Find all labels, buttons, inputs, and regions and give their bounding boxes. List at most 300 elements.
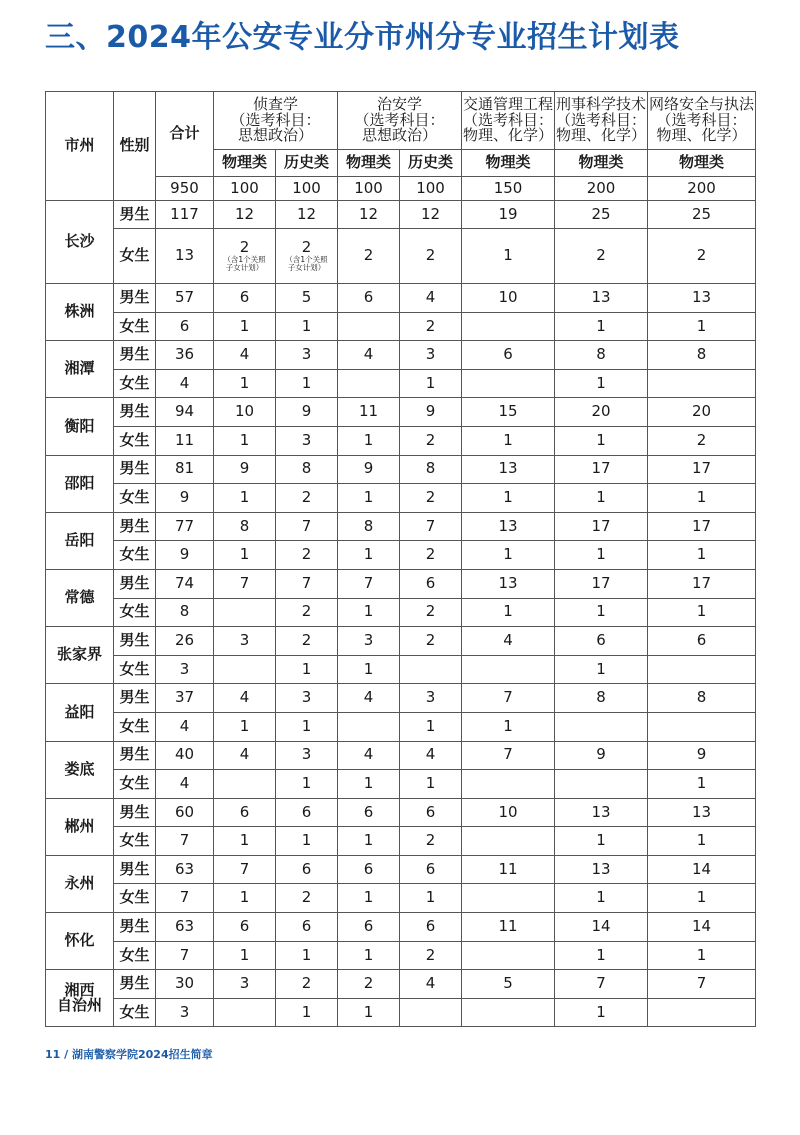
table-row	[46, 770, 756, 799]
value-cell: 4	[338, 684, 400, 713]
value-cell: 8	[338, 512, 400, 541]
value-cell: 7	[276, 569, 338, 598]
value-cell: 1	[214, 484, 276, 513]
value-cell	[555, 712, 648, 741]
table-row	[46, 284, 756, 313]
value-cell: 6	[338, 913, 400, 942]
gender-cell: 女生	[114, 541, 156, 570]
value-cell: 1	[555, 484, 648, 513]
total-cell: 200	[555, 177, 648, 201]
value-cell: 1	[462, 426, 555, 455]
city-cell: 娄底	[46, 741, 114, 798]
value-cell: 3	[214, 970, 276, 999]
value-cell: 1	[555, 884, 648, 913]
row-total-cell: 63	[156, 855, 214, 884]
value-cell: 17	[555, 512, 648, 541]
value-cell	[214, 655, 276, 684]
value-cell: 4	[462, 627, 555, 656]
table-row	[46, 569, 756, 598]
value-cell: 9	[648, 741, 756, 770]
value-cell: 3	[276, 426, 338, 455]
value-cell: 1	[555, 369, 648, 398]
gender-cell: 女生	[114, 884, 156, 913]
value-cell: 4	[214, 741, 276, 770]
table-row	[46, 369, 756, 398]
total-cell: 100	[276, 177, 338, 201]
table-row	[46, 541, 756, 570]
value-cell: 1	[338, 484, 400, 513]
value-cell: 1	[214, 369, 276, 398]
value-cell: 6	[276, 798, 338, 827]
table-row	[46, 341, 756, 370]
value-cell: 1	[648, 312, 756, 341]
value-cell: 5	[276, 284, 338, 313]
value-cell: 6	[338, 855, 400, 884]
value-cell: 6	[400, 855, 462, 884]
value-cell: 6	[214, 284, 276, 313]
value-cell: 14	[555, 913, 648, 942]
subject-cell: 物理类	[214, 150, 276, 177]
gender-cell: 女生	[114, 655, 156, 684]
table-row	[46, 827, 756, 856]
value-cell	[462, 369, 555, 398]
value-cell: 1	[338, 426, 400, 455]
gender-cell: 女生	[114, 312, 156, 341]
value-cell: 4	[338, 741, 400, 770]
value-cell: 1	[338, 598, 400, 627]
value-cell: 1	[555, 541, 648, 570]
row-total-cell: 9	[156, 484, 214, 513]
value-cell: 13	[555, 284, 648, 313]
value-cell: 3	[214, 627, 276, 656]
row-total-cell: 117	[156, 201, 214, 229]
value-cell: 6	[648, 627, 756, 656]
value-cell: 9	[214, 455, 276, 484]
subject-cell: 物理类	[555, 150, 648, 177]
value-cell: 7	[462, 741, 555, 770]
city-cell: 衡阳	[46, 398, 114, 455]
table-row	[46, 201, 756, 229]
value-cell: 17	[648, 569, 756, 598]
value-cell: 3	[276, 341, 338, 370]
row-total-cell: 77	[156, 512, 214, 541]
value-cell: 11	[462, 913, 555, 942]
value-cell: 6	[214, 913, 276, 942]
row-total-cell: 94	[156, 398, 214, 427]
value-cell: 5	[462, 970, 555, 999]
header-city: 市州	[46, 92, 114, 201]
row-total-cell: 37	[156, 684, 214, 713]
value-cell: 3	[400, 684, 462, 713]
value-cell: 2	[338, 229, 400, 284]
value-cell: 1	[462, 598, 555, 627]
value-cell: 9	[276, 398, 338, 427]
row-total-cell: 4	[156, 369, 214, 398]
value-cell: 1	[338, 941, 400, 970]
gender-cell: 女生	[114, 426, 156, 455]
gender-cell: 男生	[114, 398, 156, 427]
value-cell	[648, 998, 756, 1027]
value-cell: 1	[400, 712, 462, 741]
value-cell: 19	[462, 201, 555, 229]
value-cell: 4	[214, 684, 276, 713]
row-total-cell: 30	[156, 970, 214, 999]
value-cell: 1	[338, 827, 400, 856]
quota-note: （含1个关照	[223, 254, 266, 264]
page-footer: 11 / 湖南警察学院2024招生简章	[45, 1048, 213, 1061]
gender-cell: 男生	[114, 741, 156, 770]
value-cell: 1	[555, 827, 648, 856]
value-cell: 6	[338, 798, 400, 827]
value-cell: 1	[214, 541, 276, 570]
table-body	[46, 92, 756, 1027]
value-cell: 14	[648, 855, 756, 884]
table-row	[46, 998, 756, 1027]
row-total-cell: 4	[156, 712, 214, 741]
row-total-cell: 40	[156, 741, 214, 770]
value-cell: 1	[555, 655, 648, 684]
gender-cell: 男生	[114, 970, 156, 999]
table-row	[46, 684, 756, 713]
value-cell: 2	[276, 884, 338, 913]
city-cell: 益阳	[46, 684, 114, 741]
value-cell: 2	[276, 541, 338, 570]
value-cell: 1	[400, 770, 462, 799]
gender-cell: 女生	[114, 229, 156, 284]
value-cell: 2	[648, 229, 756, 284]
value-cell: 4	[400, 284, 462, 313]
value-cell: 13	[648, 284, 756, 313]
value-cell: 25	[648, 201, 756, 229]
value-cell: 2	[648, 426, 756, 455]
value-cell: 2 （含1个关照 子女计划）	[276, 229, 338, 284]
value-cell: 6	[276, 855, 338, 884]
value-cell	[400, 655, 462, 684]
value-cell: 15	[462, 398, 555, 427]
value-cell: 2	[400, 827, 462, 856]
row-total-cell: 8	[156, 598, 214, 627]
value-cell: 8	[648, 341, 756, 370]
value-cell: 1	[276, 998, 338, 1027]
city-cell: 岳阳	[46, 512, 114, 569]
value-cell: 1	[648, 598, 756, 627]
table-row	[46, 941, 756, 970]
row-total-cell: 4	[156, 770, 214, 799]
value-cell: 1	[648, 484, 756, 513]
row-total-cell: 11	[156, 426, 214, 455]
value-cell: 9	[555, 741, 648, 770]
value-cell: 1	[214, 312, 276, 341]
table-row	[46, 512, 756, 541]
value-cell	[338, 312, 400, 341]
table-row	[46, 455, 756, 484]
city-cell: 张家界	[46, 627, 114, 684]
value-cell: 1	[276, 941, 338, 970]
total-cell: 150	[462, 177, 555, 201]
value-cell: 1	[276, 369, 338, 398]
gender-cell: 女生	[114, 827, 156, 856]
value-cell: 13	[555, 798, 648, 827]
value-cell	[214, 598, 276, 627]
city-cell: 邵阳	[46, 455, 114, 512]
total-cell: 100	[400, 177, 462, 201]
table-row	[46, 398, 756, 427]
value-cell	[462, 770, 555, 799]
header-row-majors	[46, 92, 756, 150]
table-row	[46, 712, 756, 741]
city-cell: 株洲	[46, 284, 114, 341]
value-cell: 1	[400, 369, 462, 398]
value-cell: 7	[400, 512, 462, 541]
value-cell: 10	[462, 284, 555, 313]
gender-cell: 男生	[114, 455, 156, 484]
gender-cell: 男生	[114, 798, 156, 827]
row-total-cell: 7	[156, 827, 214, 856]
value-cell: 20	[648, 398, 756, 427]
subject-cell: 物理类	[338, 150, 400, 177]
total-cell: 950	[156, 177, 214, 201]
row-total-cell: 63	[156, 913, 214, 942]
value-cell: 8	[555, 341, 648, 370]
value-cell: 14	[648, 913, 756, 942]
gender-cell: 男生	[114, 627, 156, 656]
value-cell	[214, 998, 276, 1027]
value-cell: 1	[462, 541, 555, 570]
value-cell: 6	[338, 284, 400, 313]
value-cell: 6	[276, 913, 338, 942]
value-cell: 3	[276, 741, 338, 770]
value-cell	[462, 941, 555, 970]
row-total-cell: 7	[156, 884, 214, 913]
table-row	[46, 741, 756, 770]
value-cell: 1	[648, 827, 756, 856]
table-row	[46, 229, 756, 284]
value-cell: 2	[276, 627, 338, 656]
value-cell: 17	[648, 512, 756, 541]
value-cell: 11	[462, 855, 555, 884]
value-cell: 2	[400, 627, 462, 656]
value-cell: 2	[400, 941, 462, 970]
value-cell: 7	[555, 970, 648, 999]
gender-cell: 男生	[114, 201, 156, 229]
city-cell: 湘潭	[46, 341, 114, 398]
value-cell: 13	[555, 855, 648, 884]
header-major-cyber: 网络安全与执法 （选考科目： 物理、化学）	[648, 92, 756, 150]
gender-cell: 女生	[114, 369, 156, 398]
gender-cell: 女生	[114, 770, 156, 799]
gender-cell: 女生	[114, 712, 156, 741]
value-cell: 1	[338, 998, 400, 1027]
value-cell: 4	[400, 970, 462, 999]
gender-cell: 男生	[114, 341, 156, 370]
value-cell: 8	[400, 455, 462, 484]
value-cell	[648, 712, 756, 741]
value-cell: 12	[400, 201, 462, 229]
value-cell: 1	[214, 426, 276, 455]
value-cell: 10	[462, 798, 555, 827]
value-cell: 8	[214, 512, 276, 541]
quota-note: 子女计划）	[287, 262, 326, 272]
value-cell: 1	[276, 655, 338, 684]
quota-note: （含1个关照	[285, 254, 328, 264]
value-cell: 1	[276, 770, 338, 799]
value-cell: 7	[214, 855, 276, 884]
page-title: 三、2024年公安专业分市州分专业招生计划表	[45, 20, 680, 55]
total-cell: 100	[214, 177, 276, 201]
row-total-cell: 57	[156, 284, 214, 313]
value-cell: 17	[648, 455, 756, 484]
header-total: 合计	[156, 92, 214, 177]
value-cell: 1	[555, 598, 648, 627]
table-row	[46, 798, 756, 827]
value-cell: 8	[276, 455, 338, 484]
value-cell: 1	[648, 884, 756, 913]
value-cell: 6	[214, 798, 276, 827]
value-cell: 1	[555, 998, 648, 1027]
subject-cell: 历史类	[276, 150, 338, 177]
value-cell: 2	[400, 598, 462, 627]
value-cell: 11	[338, 398, 400, 427]
city-cell: 长沙	[46, 201, 114, 284]
value-cell: 2	[400, 484, 462, 513]
value-cell: 3	[400, 341, 462, 370]
table-row	[46, 655, 756, 684]
table-row	[46, 970, 756, 999]
value-cell: 7	[276, 512, 338, 541]
value-cell: 2	[276, 970, 338, 999]
subject-cell: 物理类	[648, 150, 756, 177]
row-total-cell: 9	[156, 541, 214, 570]
table-row	[46, 627, 756, 656]
value-cell: 1	[648, 541, 756, 570]
value-cell: 1	[400, 884, 462, 913]
row-total-cell: 60	[156, 798, 214, 827]
value-cell: 13	[648, 798, 756, 827]
city-cell: 怀化	[46, 913, 114, 970]
value-cell: 10	[214, 398, 276, 427]
quota-note: 子女计划）	[225, 262, 264, 272]
value-cell: 2	[400, 541, 462, 570]
value-cell: 1	[555, 426, 648, 455]
value-cell: 2	[400, 229, 462, 284]
value-cell	[648, 369, 756, 398]
value-cell: 2	[338, 970, 400, 999]
value-cell: 2 （含1个关照 子女计划）	[214, 229, 276, 284]
table-row	[46, 913, 756, 942]
value-cell: 1	[555, 941, 648, 970]
value-cell: 1	[338, 655, 400, 684]
gender-cell: 女生	[114, 598, 156, 627]
value-cell: 9	[338, 455, 400, 484]
value-cell	[338, 712, 400, 741]
value-cell: 8	[555, 684, 648, 713]
value-cell: 17	[555, 455, 648, 484]
row-total-cell: 7	[156, 941, 214, 970]
table-row	[46, 884, 756, 913]
value-cell	[338, 369, 400, 398]
gender-cell: 男生	[114, 684, 156, 713]
value-cell: 1	[338, 884, 400, 913]
value-cell	[462, 884, 555, 913]
value-cell: 13	[462, 569, 555, 598]
gender-cell: 女生	[114, 998, 156, 1027]
header-major-public-security: 治安学 （选考科目： 思想政治）	[338, 92, 462, 150]
value-cell: 13	[462, 512, 555, 541]
row-total-cell: 81	[156, 455, 214, 484]
value-cell: 1	[555, 312, 648, 341]
value-cell: 1	[462, 229, 555, 284]
value-cell: 1	[648, 770, 756, 799]
value-cell: 1	[214, 941, 276, 970]
value-cell: 1	[276, 712, 338, 741]
table-row	[46, 598, 756, 627]
header-major-traffic: 交通管理工程 （选考科目： 物理、化学）	[462, 92, 555, 150]
gender-cell: 女生	[114, 941, 156, 970]
value-cell: 1	[462, 484, 555, 513]
row-total-cell: 3	[156, 998, 214, 1027]
value-cell: 2	[276, 484, 338, 513]
value-cell: 8	[648, 684, 756, 713]
value-cell: 6	[462, 341, 555, 370]
row-total-cell: 36	[156, 341, 214, 370]
value-cell: 1	[214, 827, 276, 856]
value-cell	[214, 770, 276, 799]
value-cell: 6	[400, 913, 462, 942]
value-cell: 2	[400, 312, 462, 341]
value-cell: 3	[338, 627, 400, 656]
value-cell: 4	[400, 741, 462, 770]
row-total-cell: 3	[156, 655, 214, 684]
value-cell: 7	[648, 970, 756, 999]
table-row	[46, 484, 756, 513]
table-row	[46, 426, 756, 455]
value-cell: 12	[338, 201, 400, 229]
row-total-cell: 26	[156, 627, 214, 656]
value-cell: 7	[338, 569, 400, 598]
subject-cell: 物理类	[462, 150, 555, 177]
table-row	[46, 312, 756, 341]
subject-cell: 历史类	[400, 150, 462, 177]
value-cell	[648, 655, 756, 684]
value-cell: 12	[214, 201, 276, 229]
value-cell: 7	[214, 569, 276, 598]
value-cell: 12	[276, 201, 338, 229]
value-cell: 1	[648, 941, 756, 970]
city-cell: 永州	[46, 855, 114, 912]
value-cell: 4	[338, 341, 400, 370]
table-row	[46, 855, 756, 884]
gender-cell: 男生	[114, 284, 156, 313]
value-cell: 7	[462, 684, 555, 713]
gender-cell: 男生	[114, 512, 156, 541]
header-major-investigation: 侦查学 （选考科目： 思想政治）	[214, 92, 338, 150]
row-total-cell: 74	[156, 569, 214, 598]
value-cell	[462, 312, 555, 341]
value-cell	[462, 998, 555, 1027]
gender-cell: 男生	[114, 569, 156, 598]
value-cell: 2	[400, 426, 462, 455]
value-cell: 1	[276, 827, 338, 856]
value-cell: 9	[400, 398, 462, 427]
value-cell: 1	[338, 770, 400, 799]
value-cell: 6	[400, 569, 462, 598]
value-cell: 6	[555, 627, 648, 656]
total-cell: 200	[648, 177, 756, 201]
value-cell: 2	[276, 598, 338, 627]
row-total-cell: 13	[156, 229, 214, 284]
city-cell: 常德	[46, 569, 114, 626]
total-cell: 100	[338, 177, 400, 201]
